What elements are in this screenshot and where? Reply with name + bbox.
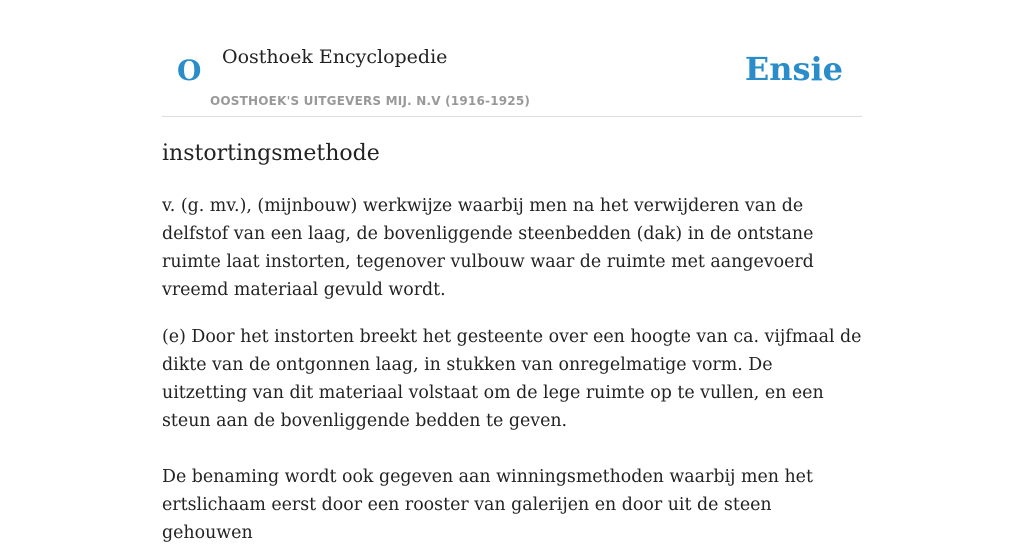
source-logo[interactable]: O bbox=[177, 54, 202, 87]
ensie-logo-link[interactable]: Ensie bbox=[744, 50, 843, 88]
article-paragraph: (e) Door het instorten breekt het gesteente over een hoogte van ca. vijfmaal de dikte van de ontgonnen laag, in stukken van onregelmatige vorm. De uitzetting van dit materiaal volstaat om de lege ruimte op te vullen, en een steun aan de bovenliggende bedden te geven. bbox=[162, 327, 862, 431]
entry-title: instortingsmethode bbox=[162, 141, 380, 166]
page-header bbox=[162, 0, 862, 117]
article-paragraph: De benaming wordt ook gegeven aan winningsmethoden waarbij men het ertslichaam eerst door een rooster van galerijen en door uit de steen gehouwen bbox=[162, 467, 813, 543]
source-title-link[interactable]: Oosthoek Encyclopedie bbox=[222, 46, 448, 68]
source-publisher: OOSTHOEK'S UITGEVERS MIJ. N.V (1916-1925) bbox=[210, 94, 531, 108]
article-body bbox=[162, 138, 862, 547]
article-paragraph: v. (g. mv.), (mijnbouw) werkwijze waarbij men na het verwijderen van de delfstof van een laag, de bovenliggende steenbedden (dak) in de ontstane ruimte laat instorten, tegenover vulbouw waar de ruimte met aangevoerd vreemd materiaal gevuld wordt. bbox=[162, 196, 814, 300]
